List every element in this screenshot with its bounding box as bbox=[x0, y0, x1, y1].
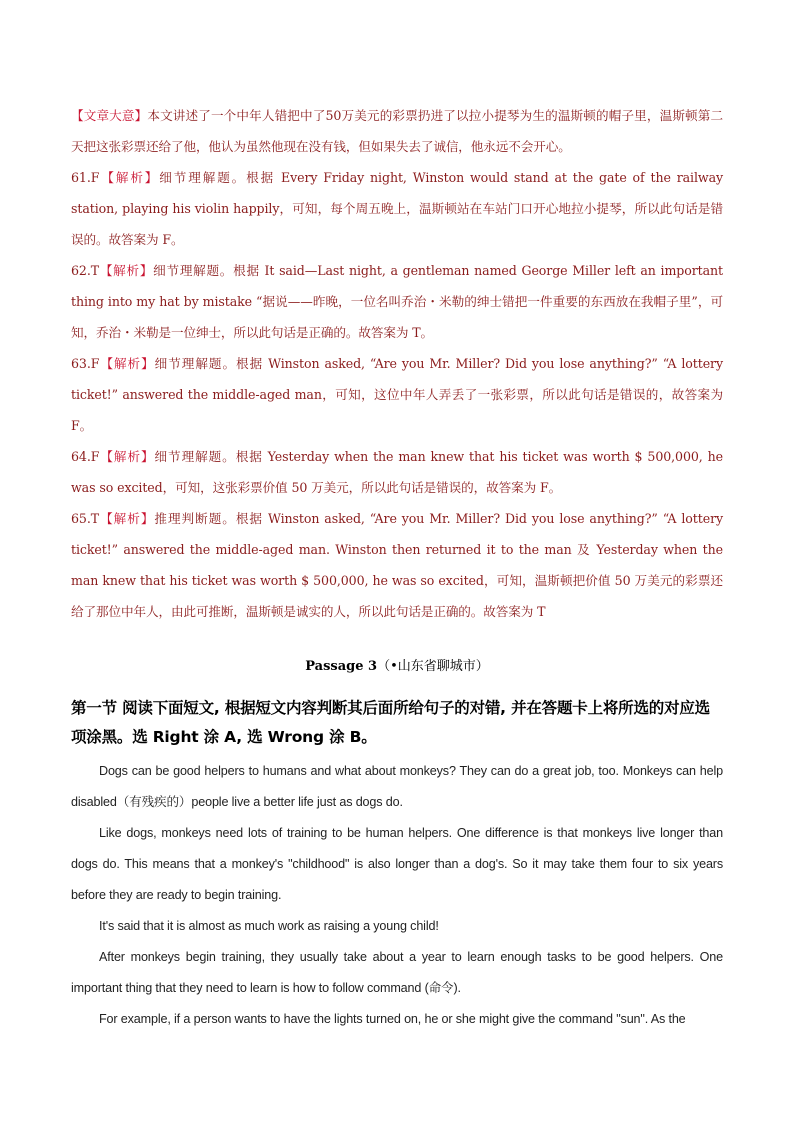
passage-title: Passage 3 bbox=[305, 659, 378, 674]
answer-text: 推理判断题。根据 Winston asked, “Are you Mr. Miller? Did you lose anything?” “A lottery ticket!” answered the middle-aged man. Winston then returned it to the man 及 Yesterday when the man knew that his ticket was worth $ 500,000, he was so excited，可知，温斯顿把价值 50 万美元的彩票还给了那位中年人，由此可推断，温斯顿是诚实的人，所以此句话是正确的。故答案为 T bbox=[71, 511, 724, 619]
answer-number: 61.F bbox=[71, 170, 100, 185]
analysis-tag: 【解析】 bbox=[99, 449, 155, 464]
passage-paragraph-2: Like dogs, monkeys need lots of training to be human helpers. One difference is that monkeys live longer than dogs do. This means that a monkey's "childhood" is also longer than a dog's. So it may take them four to six years before they are ready to begin training. bbox=[71, 826, 723, 902]
answer-63 bbox=[71, 348, 723, 441]
answer-62 bbox=[71, 255, 723, 348]
analysis-tag: 【解析】 bbox=[99, 263, 154, 278]
summary-text: 本文讲述了一个中年人错把中了50万美元的彩票扔进了以拉小提琴为生的温斯顿的帽子里，温斯顿第二天把这张彩票还给了他，他认为虽然他现在没有钱，但如果失去了诚信，他永远不会开心。 bbox=[71, 108, 723, 154]
section-instruction: 第一节 阅读下面短文, 根据短文内容判断其后面所给句子的对错, 并在答题卡上将所选的对应选项涂黑。选 Right 涂 A, 选 Wrong 涂 B。 bbox=[71, 699, 710, 746]
analysis-tag: 【解析】 bbox=[99, 511, 155, 526]
answer-number: 65.T bbox=[71, 511, 100, 526]
answer-text: 细节理解题。根据 Every Friday night, Winston would stand at the gate of the railway station, playing his violin happily，可知，每个周五晚上，温斯顿站在车站门口开心地拉小提琴，所以此句话是错误的。故答案为 F。 bbox=[71, 170, 723, 247]
summary-tag: 【文章大意】 bbox=[71, 108, 148, 123]
answer-text: 细节理解题。根据 It said—Last night, a gentleman named George Miller left an important thing into my hat by mistake “据说——昨晚，一位名叫乔治・米勒的绅士错把一件重要的东西放在我帽子里”，可知，乔治・米勒是一位绅士，所以此句话是正确的。故答案为 T。 bbox=[71, 263, 723, 340]
passage-source: （•山东省聊城市） bbox=[377, 659, 489, 674]
answer-64 bbox=[71, 441, 723, 503]
answer-61 bbox=[71, 162, 723, 255]
passage-paragraph-1: Dogs can be good helpers to humans and what about monkeys? They can do a great job, too. Monkeys can help disabled（有残疾的）people live a better life just as dogs do. bbox=[71, 764, 723, 809]
summary-paragraph bbox=[71, 100, 723, 162]
document-page bbox=[71, 100, 723, 1035]
analysis-tag: 【解析】 bbox=[99, 356, 155, 371]
passage-paragraph-5: For example, if a person wants to have the lights turned on, he or she might give the command "sun". As the bbox=[99, 1012, 686, 1026]
passage-paragraph-4: After monkeys begin training, they usually take about a year to learn enough tasks to be good helpers. One important thing that they need to learn is how to follow command (命令). bbox=[71, 950, 723, 995]
answer-number: 64.F bbox=[71, 449, 100, 464]
answer-text: 细节理解题。根据 Yesterday when the man knew that his ticket was worth $ 500,000, he was so excited，可知，这张彩票价值 50 万美元，所以此句话是错误的，故答案为 F。 bbox=[71, 449, 723, 495]
answer-text: 细节理解题。根据 Winston asked, “Are you Mr. Miller? Did you lose anything?” “A lottery ticket!” answered the middle-aged man，可知，这位中年人弄丢了一张彩票，所以此句话是错误的，故答案为 F。 bbox=[71, 356, 723, 433]
analysis-tag: 【解析】 bbox=[99, 170, 160, 185]
answer-number: 63.F bbox=[71, 356, 100, 371]
answer-65 bbox=[71, 503, 723, 627]
answer-number: 62.T bbox=[71, 263, 100, 278]
passage-paragraph-3: It's said that it is almost as much work as raising a young child! bbox=[99, 919, 439, 933]
passage-heading bbox=[71, 655, 723, 674]
